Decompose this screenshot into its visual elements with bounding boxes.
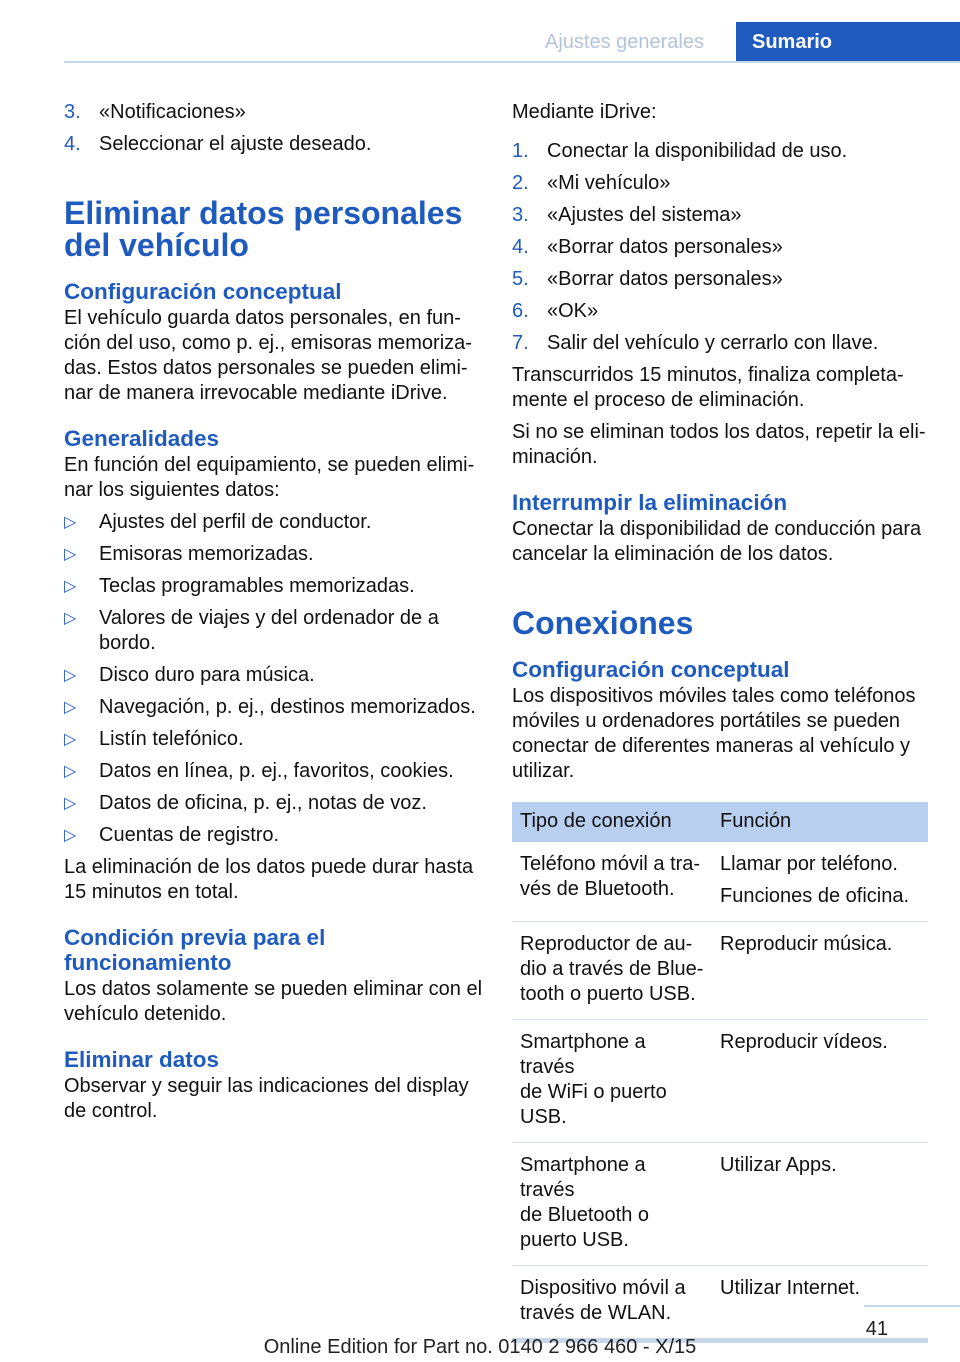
table-header-row (512, 802, 928, 842)
connection-type-cell: Reproductor de au- dio a través de Blue- tooth o puerto USB. (512, 922, 712, 1020)
header-tab-sumario[interactable]: Sumario (736, 22, 960, 62)
function-cell: Reproducir vídeos. (712, 1020, 928, 1143)
section-title-delete-personal-data: Eliminar datos personales del vehículo (64, 195, 463, 263)
connections-table (512, 802, 928, 1338)
triangle-bullet-icon: ▷ (64, 763, 77, 780)
right-column (512, 100, 928, 1343)
list-item (64, 100, 484, 125)
header-rule (64, 61, 960, 63)
list-text: «Notificaciones» (99, 101, 246, 123)
table-row (512, 1020, 928, 1143)
list-item: ▷ Navegación, p. ej., destinos memorizados. (64, 696, 476, 718)
list-item: 6. «OK» (512, 300, 599, 322)
delete-data-heading: Eliminar datos (64, 1047, 220, 1072)
list-number: 4. (64, 133, 81, 155)
list-item: ▷ Valores de viajes y del ordenador de a bordo. (64, 607, 439, 654)
list-item: 7. Salir del vehículo y cerrarlo con llave. (512, 332, 879, 354)
precondition-heading: Condición previa para el funcionamiento (64, 925, 326, 975)
function-cell: Utilizar Apps. (712, 1143, 928, 1266)
interrupt-paragraph: Conectar la disponibilidad de conducción para cancelar la eliminación de los datos. (512, 518, 922, 565)
page-number: 41 (865, 1318, 888, 1340)
triangle-bullet-icon: ▷ (64, 795, 77, 812)
concept-heading: Configuración conceptual (64, 279, 342, 304)
footer-rule (864, 1305, 960, 1307)
list-item: ▷ Emisoras memorizadas. (64, 543, 314, 565)
connection-type-cell: Dispositivo móvil a través de WLAN. (520, 1277, 686, 1324)
list-item: ▷ Datos de oficina, p. ej., notas de voz. (64, 792, 427, 814)
triangle-bullet-icon: ▷ (64, 578, 77, 595)
list-item: 1. Conectar la disponibilidad de uso. (512, 140, 848, 162)
list-item: 2. «Mi vehículo» (512, 172, 671, 194)
list-item: 3. «Ajustes del sistema» (512, 204, 742, 226)
triangle-bullet-icon: ▷ (64, 514, 77, 531)
connection-type-cell: Smartphone a través de Bluetooth o puerto USB. (512, 1143, 712, 1266)
triangle-bullet-icon: ▷ (64, 827, 77, 844)
connections-paragraph: Los dispositivos móviles tales como teléfonos móviles u ordenadores portátiles se pueden conectar de diferentes maneras al vehículo y utilizar. (512, 685, 916, 782)
table-row (512, 842, 928, 922)
connection-type-cell: Smartphone a través de WiFi o puerto USB. (512, 1020, 712, 1143)
triangle-bullet-icon: ▷ (64, 731, 77, 748)
list-item: ▷ Listín telefónico. (64, 728, 244, 750)
header-section-title: Ajustes generales (545, 31, 704, 53)
column-header-connection-type: Tipo de conexión (512, 802, 712, 842)
concept-heading: Configuración conceptual (512, 657, 790, 682)
list-item: ▷ Datos en línea, p. ej., favoritos, cookies. (64, 760, 454, 782)
list-item: 4. «Borrar datos personales» (512, 236, 783, 258)
duration-paragraph: La eliminación de los datos puede durar hasta 15 minutos en total. (64, 856, 474, 903)
incomplete-paragraph: Si no se eliminan todos los datos, repetir la eli- minación. (512, 421, 926, 468)
data-bullet-list (64, 510, 484, 848)
left-column (64, 100, 484, 1131)
connection-type-cell: Teléfono móvil a tra- vés de Bluetooth. (512, 842, 712, 922)
function-cell: Llamar por teléfono. Funciones de oficina. (712, 842, 928, 922)
list-item: ▷ Disco duro para música. (64, 664, 315, 686)
delete-data-paragraph: Observar y seguir las indicaciones del display de control. (64, 1075, 469, 1122)
list-item: ▷ Teclas programables memorizadas. (64, 575, 415, 597)
triangle-bullet-icon: ▷ (64, 699, 77, 716)
general-paragraph: En función del equipamiento, se pueden elimi- nar los siguientes datos: (64, 454, 475, 501)
list-number: 3. (64, 101, 81, 123)
list-text: Seleccionar el ajuste deseado. (99, 133, 372, 155)
list-item (64, 132, 484, 157)
section-title-connections: Conexiones (512, 605, 694, 641)
after-paragraph: Transcurridos 15 minutos, finaliza completa- mente el proceso de eliminación. (512, 364, 904, 411)
table-row (512, 1143, 928, 1266)
idrive-steps-list (512, 139, 928, 356)
triangle-bullet-icon: ▷ (64, 667, 77, 684)
function-cell: Utilizar Internet. (720, 1277, 861, 1299)
triangle-bullet-icon: ▷ (64, 546, 77, 563)
list-item: ▷ Cuentas de registro. (64, 824, 280, 846)
function-cell: Reproducir música. (712, 922, 928, 1020)
interrupt-heading: Interrumpir la eliminación (512, 490, 788, 515)
list-item: 5. «Borrar datos personales» (512, 268, 783, 290)
general-heading: Generalidades (64, 426, 220, 451)
idrive-intro: Mediante iDrive: (512, 101, 657, 123)
concept-paragraph: El vehículo guarda datos personales, en fun- ción del uso, como p. ej., emisoras memoriza- das. Estos datos personales se pueden elimi- nar de manera irrevocable mediante iDrive. (64, 307, 472, 404)
triangle-bullet-icon: ▷ (64, 610, 77, 627)
column-header-function: Función (712, 802, 928, 842)
precondition-paragraph: Los datos solamente se pueden eliminar con el vehículo detenido. (64, 978, 483, 1025)
list-item: ▷ Ajustes del perfil de conductor. (64, 511, 372, 533)
table-row (512, 922, 928, 1020)
footer-edition: Online Edition for Part no. 0140 2 966 460 - X/15 (263, 1336, 697, 1358)
